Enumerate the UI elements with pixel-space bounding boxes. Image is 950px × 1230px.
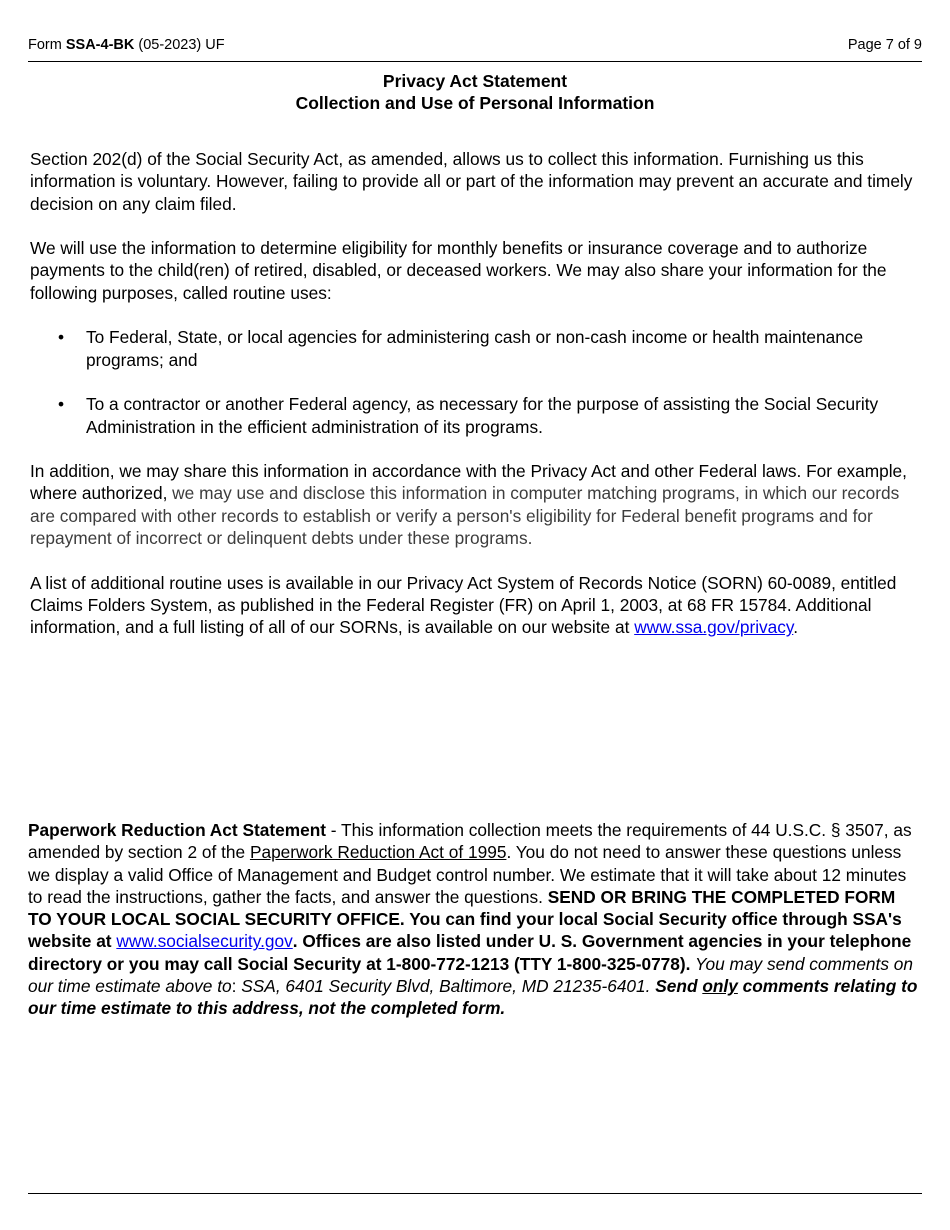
send-form-instructions: SEND OR BRING THE COMPLETED FORM TO YOUR LOCAL SOCIAL SECURITY OFFICE. You can find your local Social Security office through SSA's website at — [28, 886, 902, 952]
title-privacy-act: Privacy Act Statement — [382, 71, 568, 91]
privacy-para-authority: Section 202(d) of the Social Security Act, as amended, allows us to collect this information. Furnishing us this information is voluntary. However, failing to provide all or part of the information may prevent an accurate and timely decision on any claim filed. — [30, 149, 913, 214]
list-item — [30, 393, 922, 438]
paperwork-paragraph — [28, 819, 920, 1020]
title-collection-use: Collection and Use of Personal Information — [295, 93, 655, 113]
comments-note-only: only — [702, 976, 738, 997]
sorn-text: A list of additional routine uses is available in our Privacy Act System of Records Notice (SORN) 60-0089, entitled Claims Folders System, as published in the Federal Register (FR) on April 1, 2003, at 68 FR 15784. Additional information, and a full listing of all of our SORNs, is available on our website at — [30, 572, 897, 638]
privacy-para-sharing — [30, 460, 922, 549]
bullet-icon: • — [58, 394, 65, 415]
privacy-para-purpose: We will use the information to determine eligibility for monthly benefits or insurance coverage and to authorize payments to the child(ren) of retired, disabled, or deceased workers. We may also share your information for the following purposes, called routine uses: — [30, 238, 887, 303]
privacy-para-sorn — [30, 572, 922, 639]
paperwork-reduction-statement — [28, 819, 920, 1020]
form-code: SSA-4-BK — [65, 37, 135, 53]
form-identifier — [28, 36, 225, 54]
social-security-website-link[interactable]: www.socialsecurity.gov — [116, 931, 293, 952]
list-item — [30, 326, 922, 371]
form-suffix: (05-2023) UF — [134, 37, 225, 53]
header-divider — [28, 61, 922, 62]
sorn-text-end: . — [793, 617, 799, 638]
comments-text: You may send comments on our time estimate above to — [28, 953, 914, 997]
privacy-website-link[interactable]: www.ssa.gov/privacy — [634, 617, 794, 638]
bullet-icon: • — [58, 327, 65, 348]
paperwork-heading: Paperwork Reduction Act Statement — [28, 820, 326, 840]
paperwork-act-name: Paperwork Reduction Act of 1995 — [249, 842, 507, 863]
sharing-text-start: In addition, we may share this information in accordance with the Privacy Act and other Federal laws. For example, where authorized, — [30, 461, 907, 504]
comments-colon: : — [231, 976, 237, 997]
routine-use-text: To a contractor or another Federal agency, as necessary for the purpose of assisting the Social Security Administration in the efficient administration of its programs. — [86, 394, 879, 437]
routine-use-text: To Federal, State, or local agencies for administering cash or non-cash income or health maintenance programs; and — [86, 327, 864, 370]
comments-note-end: comments relating to our time estimate to this address, not the completed form. — [28, 976, 918, 1019]
comments-address: SSA, 6401 Security Blvd, Baltimore, MD 21235-6401. — [236, 976, 651, 997]
routine-uses-list — [30, 326, 922, 437]
comments-note-start: Send — [650, 976, 703, 997]
office-contact-info: . Offices are also listed under U. S. Government agencies in your telephone directory or you may call Social Security at 1-800-772-1213 (TTY 1-800-325-0778). — [28, 931, 912, 974]
paperwork-text-1: - This information collection meets the requirements of 44 U.S.C. § 3507, as amended by section 2 of the — [28, 820, 912, 863]
paperwork-text-2: . You do not need to answer these questions unless we display a valid Office of Management and Budget control number. We estimate that it will take about 12 minutes to read the instructions, gather the facts, and answer the questions. — [28, 842, 907, 907]
section-title — [0, 70, 950, 114]
form-prefix: Form — [28, 37, 66, 53]
footer-divider — [28, 1193, 922, 1194]
privacy-act-body — [30, 148, 922, 661]
page-number: Page 7 of 9 — [847, 37, 922, 53]
sharing-text-matching: we may use and disclose this information in computer matching programs, in which our records are compared with other records to establish or verify a person's eligibility for Federal benefit programs and for repayment of incorrect or delinquent debts under these programs. — [30, 483, 900, 549]
